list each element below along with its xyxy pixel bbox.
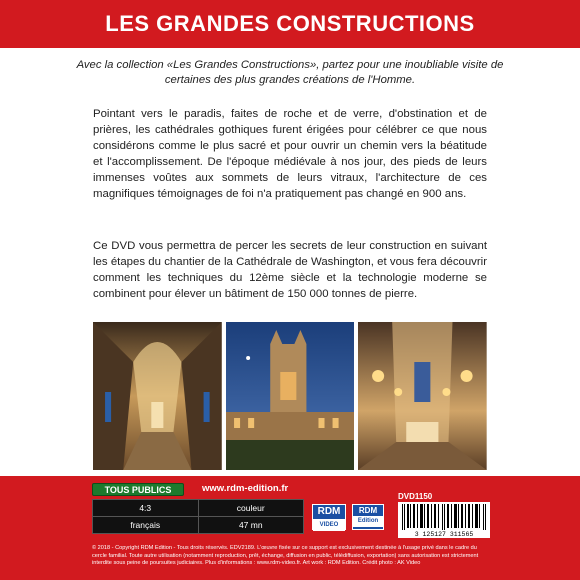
description-paragraph-1: Pointant vers le paradis, faites de roche et de verre, d'obstination et de prières, les cathédrales gothiques furent érigées pour célébrer ce que nous considérons comme le plus sacré et pour ouvrir un chemin vers la béatitude et l'accomplissement. De l'époque médiévale à nos jour, des pieds de leurs immenses voûtes aux sommets de leurs vitraux, l'architecture de ces magnifiques témoignages de foi n'a pratiquement pas changé en 900 ans. — [93, 108, 487, 200]
header-banner — [0, 0, 580, 48]
nave-interior-photo — [93, 322, 222, 470]
website-link[interactable]: www.rdm-edition.fr — [202, 483, 289, 494]
audience-badge: TOUS PUBLICS — [92, 483, 184, 496]
spec-format: 4:3 — [93, 500, 199, 517]
spec-row — [93, 500, 304, 517]
cathedral-exterior-photo — [226, 322, 355, 470]
rdm-edition-logo — [352, 504, 384, 530]
photo-strip — [93, 322, 487, 470]
spec-row — [93, 517, 304, 534]
barcode-number: 3 125127 311565 — [414, 531, 474, 538]
description-paragraph-2: Ce DVD vous permettra de percer les secrets de leur construction en suivant les étapes du chantier de la Cathédrale de Washington, et vous fera découvrir comment les techniques du 12ème siècle et la technologie moderne se combinent pour élever un bâtiment de 150 000 tonnes de pierre. — [93, 240, 487, 300]
rdm-edition-logo-main: RDM — [358, 506, 378, 515]
rdm-edition-logo-sub: Edition — [353, 516, 383, 527]
legal-notice: © 2018 - Copyright RDM Edition - Tous droits réservés. EDV2189. L'œuvre fixée sur ce support est exclusivement destinée à l'usage privé dans le cadre du cercle familial. Toute autre utilisation (notamment reproduction, prêt, échange, diffusion en public, télédiffusion, exportation) sans autorisation est strictement interdite sous peine de poursuites judiciaires. Plus d'informations : www.rdm-video.fr. Art work : RDM Edition. Crédit photo : AK Video — [92, 545, 479, 567]
barcode-bars — [398, 502, 490, 532]
spec-duration: 47 mn — [198, 517, 304, 534]
rdm-video-logo — [312, 504, 346, 530]
dvd-code: DVD1150 — [398, 492, 433, 501]
page-title: LES GRANDES CONSTRUCTIONS — [105, 11, 475, 36]
intro-text: Avec la collection «Les Grandes Constructions», partez pour une inoubliable visite de certaines des plus grandes créations de l'Homme. — [76, 59, 504, 86]
spec-color: couleur — [198, 500, 304, 517]
spec-language: français — [93, 517, 199, 534]
interior-chandeliers-photo — [358, 322, 487, 470]
rdm-video-logo-main: RDM — [317, 506, 341, 517]
rdm-video-logo-sub: VIDEO — [313, 519, 345, 531]
spec-table — [92, 499, 304, 534]
